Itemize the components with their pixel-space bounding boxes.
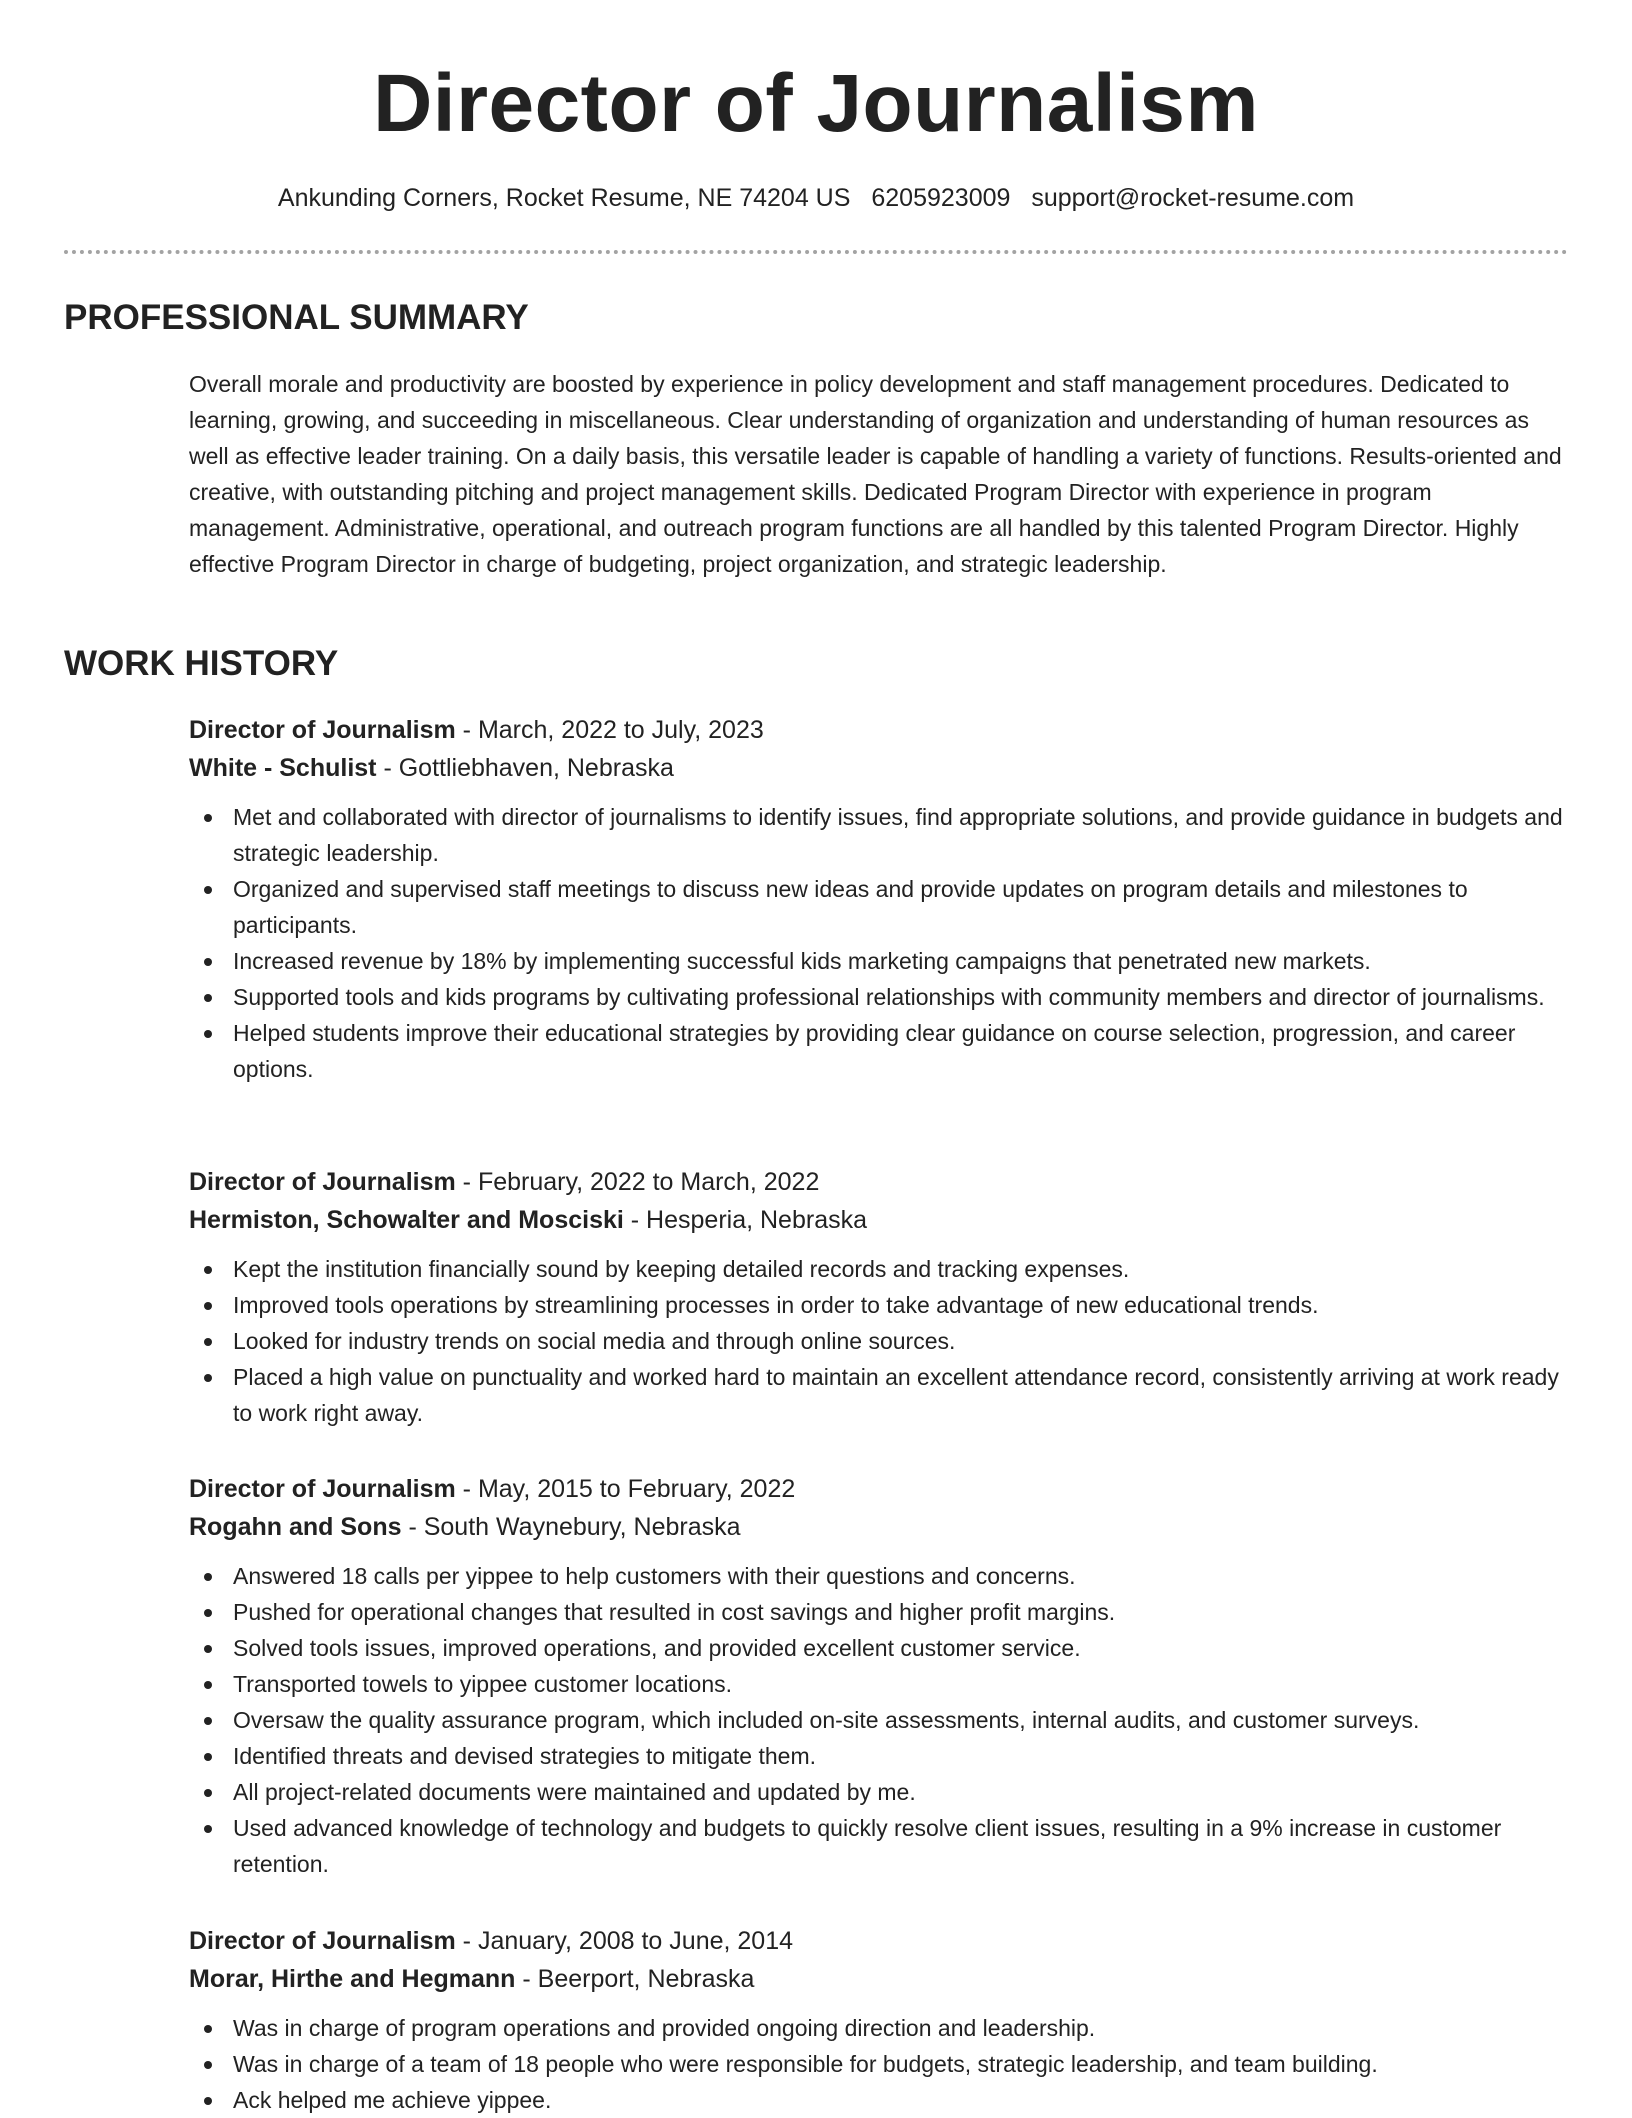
job-bullet: Ack helped me achieve yippee. [233, 2082, 1574, 2118]
job-dates: - May, 2015 to February, 2022 [455, 1475, 796, 1503]
job-entry [189, 1470, 1574, 1882]
job-bullets [189, 1558, 1574, 1882]
job-bullet: Increased revenue by 18% by implementing successful kids marketing campaigns that penetrated new markets. [233, 943, 1574, 979]
job-title-line [189, 1922, 1574, 1960]
job-bullet: Improved tools operations by streamlining processes in order to take advantage of new educational trends. [233, 1287, 1574, 1323]
job-bullet: Kept the institution financially sound by keeping detailed records and tracking expenses. [233, 1251, 1574, 1287]
contact-phone: 6205923009 [871, 184, 1011, 212]
job-entry [189, 1163, 1574, 1431]
summary-text: Overall morale and productivity are boosted by experience in policy development and staff management procedures. Dedicated to learning, growing, and succeeding in miscellaneous. Clear understanding of organization and understanding of human resources as well as effective leader training. On a daily basis, this versatile leader is capable of handling a variety of functions. Results-oriented and creative, with outstanding pitching and project management skills. Dedicated Program Director with experience in program management. Administrative, operational, and outreach program functions are all handled by this talented Program Director. Highly effective Program Director in charge of budgeting, project organization, and strategic leadership. [189, 371, 1562, 577]
job-bullet: Helped students improve their educational strategies by providing clear guidance on course selection, progression, and career options. [233, 1015, 1574, 1087]
job-bullet: Used advanced knowledge of technology and budgets to quickly resolve client issues, resulting in a 9% increase in customer retention. [233, 1810, 1574, 1882]
header-divider [64, 250, 1568, 254]
resume-title: Director of Journalism [373, 58, 1259, 149]
job-title: Director of Journalism [189, 716, 456, 744]
contact-email: support@rocket-resume.com [1031, 184, 1355, 212]
job-company: White - Schulist [189, 754, 377, 782]
job-bullet: Identified threats and devised strategies to mitigate them. [233, 1738, 1574, 1774]
job-bullet: Answered 18 calls per yippee to help customers with their questions and concerns. [233, 1558, 1574, 1594]
job-location: - Beerport, Nebraska [515, 1965, 755, 1993]
job-bullet: Looked for industry trends on social media and through online sources. [233, 1323, 1574, 1359]
job-company-line [189, 1508, 1574, 1546]
job-location: - Hesperia, Nebraska [623, 1206, 867, 1234]
job-dates: - March, 2022 to July, 2023 [455, 716, 764, 744]
job-bullet: Pushed for operational changes that resulted in cost savings and higher profit margins. [233, 1594, 1574, 1630]
job-bullets [189, 1251, 1574, 1431]
summary-heading: PROFESSIONAL SUMMARY [64, 298, 529, 337]
contact-address: Ankunding Corners, Rocket Resume, NE 74204 US [277, 184, 851, 212]
job-company: Morar, Hirthe and Hegmann [189, 1965, 516, 1993]
job-bullet: Met and collaborated with director of journalisms to identify issues, find appropriate solutions, and provide guidance in budgets and strategic leadership. [233, 799, 1574, 871]
job-location: - South Waynebury, Nebraska [401, 1513, 741, 1541]
job-title: Director of Journalism [189, 1168, 456, 1196]
job-bullet: Supported tools and kids programs by cultivating professional relationships with community members and director of journalisms. [233, 979, 1574, 1015]
job-title-line [189, 711, 1574, 749]
job-entry [189, 711, 1574, 1087]
job-title: Director of Journalism [189, 1475, 456, 1503]
job-bullet: Placed a high value on punctuality and worked hard to maintain an excellent attendance record, consistently arriving at work ready to work right away. [233, 1359, 1574, 1431]
job-bullet: Solved tools issues, improved operations, and provided excellent customer service. [233, 1630, 1574, 1666]
work-history-heading: WORK HISTORY [64, 644, 339, 683]
job-bullet: Organized and supervised staff meetings to discuss new ideas and provide updates on program details and milestones to participants. [233, 871, 1574, 943]
job-title: Director of Journalism [189, 1927, 456, 1955]
job-bullet: All project-related documents were maintained and updated by me. [233, 1774, 1574, 1810]
job-company-line [189, 1960, 1574, 1998]
job-company-line [189, 749, 1574, 787]
job-title-line [189, 1163, 1574, 1201]
job-bullet: Oversaw the quality assurance program, which included on-site assessments, internal audits, and customer surveys. [233, 1702, 1574, 1738]
job-bullet: Was in charge of a team of 18 people who were responsible for budgets, strategic leadership, and team building. [233, 2046, 1574, 2082]
job-title-line [189, 1470, 1574, 1508]
contact-line [0, 180, 1632, 216]
job-entry [189, 1922, 1574, 2118]
job-company-line [189, 1201, 1574, 1239]
job-company: Hermiston, Schowalter and Mosciski [189, 1206, 624, 1234]
job-dates: - February, 2022 to March, 2022 [455, 1168, 820, 1196]
job-bullet: Transported towels to yippee customer locations. [233, 1666, 1574, 1702]
job-bullets [189, 799, 1574, 1087]
job-bullet: Was in charge of program operations and provided ongoing direction and leadership. [233, 2010, 1574, 2046]
job-company: Rogahn and Sons [189, 1513, 402, 1541]
job-location: - Gottliebhaven, Nebraska [376, 754, 674, 782]
job-bullets [189, 2010, 1574, 2118]
job-dates: - January, 2008 to June, 2014 [455, 1927, 794, 1955]
